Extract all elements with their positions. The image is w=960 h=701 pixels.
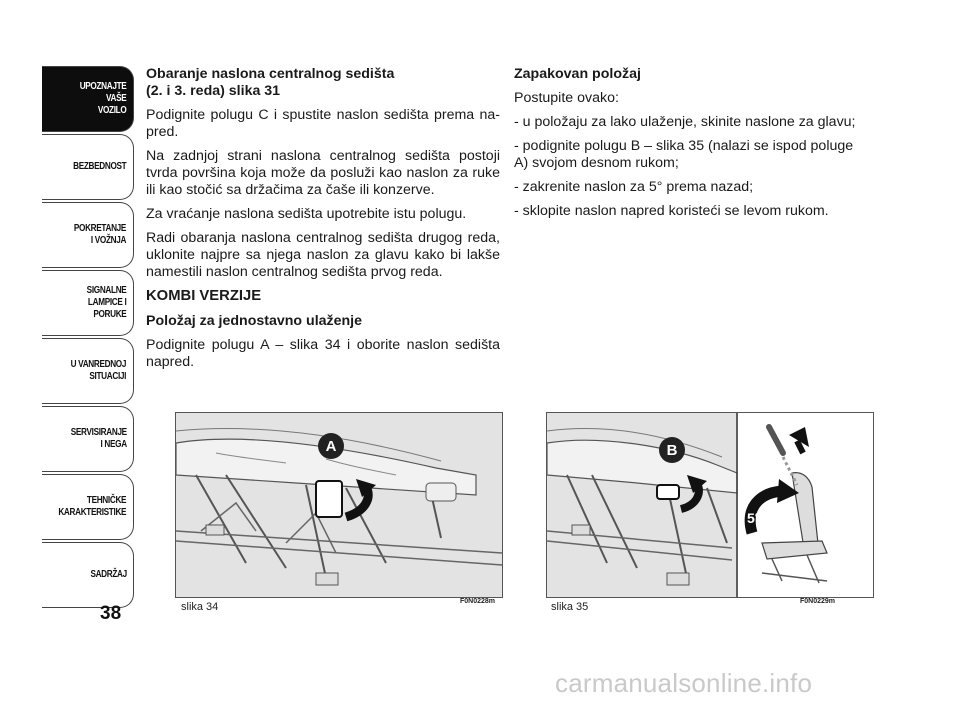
tab-tehnicke-karakteristike[interactable] (42, 474, 134, 540)
tab-label: TEHNIČKE KARAKTERISTIKE (58, 495, 127, 518)
paragraph: Podignite polugu A – slika 34 i oborite naslon sedišta napred. (146, 337, 500, 370)
marker-a-icon (316, 431, 346, 461)
marker-b-label: B (666, 442, 678, 459)
tab-sadrzaj[interactable] (42, 542, 134, 608)
tab-label: U VANREDNOJ SITUACIJI (70, 359, 127, 382)
chapter-tabs (42, 66, 134, 610)
paragraph: Postupite ovako: (514, 90, 619, 106)
tab-pokretanje-i-voznja[interactable] (42, 202, 134, 268)
subsection-heading: Položaj za jednostavno ulaženje (146, 313, 363, 329)
tab-signalne-lampice[interactable] (42, 270, 134, 336)
tab-label: BEZBEDNOST (73, 161, 127, 172)
tab-bezbednost[interactable] (42, 134, 134, 200)
tab-servisiranje-i-nega[interactable] (42, 406, 134, 472)
paragraph: - podignite polugu B – slika 35 (nalazi se ispod poluge A) svojom desnom rukom; (514, 138, 854, 171)
section-title: KOMBI VERZIJE (146, 288, 262, 304)
tab-label: POKRETANJE I VOŽNJA (74, 223, 127, 246)
paragraph: Na zadnjoj strani naslona centralnog sedišta postoji tvrda površina koja može da posluži kao naslon za ruke ili kao stočić sa držačima za čaše ili konzerve. (146, 148, 500, 198)
figure-seat-lever-a (175, 412, 503, 598)
subsection-heading: Zapakovan položaj (514, 66, 641, 82)
tab-upoznajte-vase-vozilo[interactable] (42, 66, 134, 132)
seat-illustration-b (547, 413, 873, 597)
tab-label: SADRŽAJ (90, 569, 127, 580)
figure-caption: slika 34 (181, 601, 219, 613)
figure-caption: slika 35 (551, 601, 589, 613)
paragraph: - u položaju za lako ulaženje, skinite naslone za glavu; (514, 114, 856, 130)
paragraph: Podignite polugu C i spustite naslon sedišta prema na-pred. (146, 107, 500, 140)
right-text-column (514, 66, 870, 227)
paragraph: Za vraćanje naslona sedišta upotrebite istu polugu. (146, 206, 467, 222)
tab-u-vanrednoj-situaciji[interactable] (42, 338, 134, 404)
heading-line-2: (2. i 3. reda) slika 31 (146, 83, 281, 99)
paragraph: - sklopite naslon napred koristeći se levom rukom. (514, 203, 829, 219)
tab-label: UPOZNAJTE VAŠE VOZILO (79, 81, 127, 116)
left-text-column (146, 66, 500, 378)
marker-a-label: A (325, 438, 337, 455)
angle-label: 5° (747, 510, 761, 526)
watermark: carmanualsonline.info (555, 668, 813, 698)
figure-code: F0N0228m (460, 598, 496, 605)
marker-b-icon (657, 435, 687, 465)
tab-label: SERVISIRANJE I NEGA (70, 427, 127, 450)
heading-line-1: Obaranje naslona centralnog sedišta (146, 66, 395, 82)
paragraph: - zakrenite naslon za 5° prema nazad; (514, 179, 754, 195)
tab-label: SIGNALNE LAMPICE I PORUKE (86, 285, 127, 320)
page-number: 38 (100, 603, 122, 624)
figure-seat-lever-b (546, 412, 874, 598)
figure-code: F0N0229m (800, 598, 836, 605)
paragraph: Radi obaranja naslona centralnog sedišta drugog reda, uklonite najpre sa njega naslon za glavu kako bi lakše namestili naslon centralnog sedišta prvog reda. (146, 230, 500, 280)
section-heading (146, 66, 500, 100)
